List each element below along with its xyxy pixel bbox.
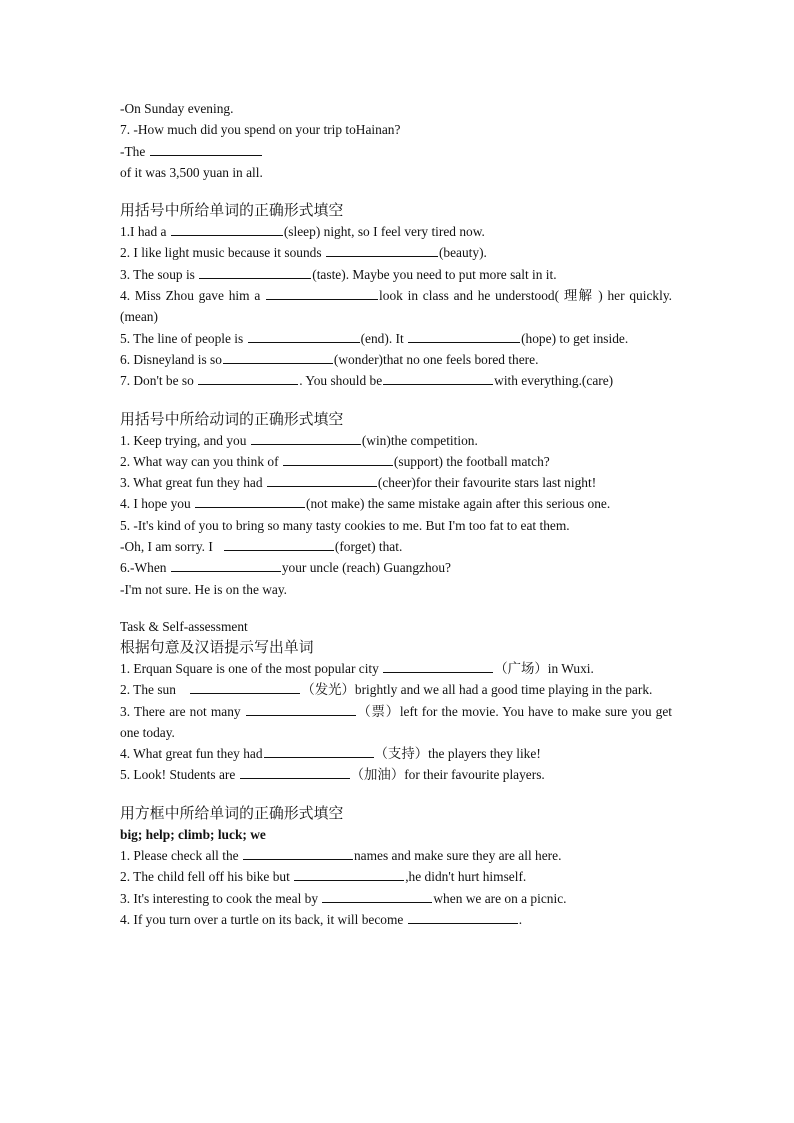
fill-blank[interactable] xyxy=(408,909,518,924)
item-text: (end). It xyxy=(360,330,404,346)
list-item xyxy=(120,557,672,578)
fill-blank[interactable] xyxy=(195,493,305,508)
worksheet-page xyxy=(120,98,672,930)
list-item xyxy=(120,909,672,930)
item-text: when we are on a picnic. xyxy=(433,890,567,906)
answer-7-prefix: -The xyxy=(120,143,146,159)
item-text: 5. -It's kind of you to bring so many tasty cookies to me. But I'm too fat to eat them. xyxy=(120,517,570,533)
item-text: (forget) that. xyxy=(334,539,403,555)
list-item xyxy=(120,679,672,700)
fill-blank[interactable] xyxy=(251,430,361,445)
item-text: （加油）for their favourite players. xyxy=(350,767,545,783)
fill-blank[interactable] xyxy=(243,845,353,860)
item-text: names and make sure they are all here. xyxy=(353,848,562,864)
item-text: 5. The line of people is xyxy=(120,330,244,346)
item-text: 2. The sun xyxy=(120,682,176,698)
list-item xyxy=(120,579,672,600)
item-text: (beauty). xyxy=(438,245,487,261)
fill-blank[interactable] xyxy=(248,328,360,343)
item-text: 6. Disneyland is so xyxy=(120,351,222,367)
list-item xyxy=(120,764,672,785)
list-item xyxy=(120,370,672,391)
item-text: 2. What way can you think of xyxy=(120,453,279,469)
item-text: （票）left for the movie. You have to make sure you get one today. xyxy=(120,703,672,740)
item-text: your uncle (reach) Guangzhou? xyxy=(281,560,452,576)
answer-7 xyxy=(120,141,672,162)
fill-blank[interactable] xyxy=(266,285,378,300)
fill-blank[interactable] xyxy=(283,451,393,466)
list-item xyxy=(120,888,672,909)
answer-7-continued: of it was 3,500 yuan in all. xyxy=(120,164,263,180)
item-text: 1. Please check all the xyxy=(120,848,239,864)
section-1-heading: 用括号中所给单词的正确形式填空 xyxy=(120,202,344,220)
item-text: 1. Erquan Square is one of the most popular city xyxy=(120,660,379,676)
item-text: 1.I had a xyxy=(120,224,167,240)
section-2-heading: 用括号中所给动词的正确形式填空 xyxy=(120,410,344,428)
fill-blank[interactable] xyxy=(199,264,311,279)
item-text: (wonder)that no one feels bored there. xyxy=(333,351,539,367)
item-text: 4. I hope you xyxy=(120,496,191,512)
item-text: 3. The soup is xyxy=(120,266,195,282)
item-text: 1. Keep trying, and you xyxy=(120,432,247,448)
list-item xyxy=(120,264,672,285)
answer-line: -On Sunday evening. xyxy=(120,101,234,116)
list-item xyxy=(120,743,672,764)
list-item xyxy=(120,845,672,866)
fill-blank[interactable] xyxy=(240,764,350,779)
word-box: big; help; climb; luck; we xyxy=(120,826,266,842)
item-text: 6.-When xyxy=(120,560,167,576)
question-7: 7. -How much did you spend on your trip toHainan? xyxy=(120,122,401,138)
item-text: (not make) the same mistake again after this serious one. xyxy=(306,496,611,512)
section-3-heading: 根据句意及汉语提示写出单词 xyxy=(120,638,314,656)
item-text: 4. If you turn over a turtle on its back, it will become xyxy=(120,911,404,927)
item-text: 4. Miss Zhou gave him a xyxy=(120,288,261,304)
item-text: 2. The child fell off his bike but xyxy=(120,869,290,885)
fill-blank[interactable] xyxy=(264,743,374,758)
fill-blank[interactable] xyxy=(198,370,298,385)
item-text: -Oh, I am sorry. I xyxy=(120,539,213,555)
list-item xyxy=(120,658,672,679)
item-text: 3. There are not many xyxy=(120,703,241,719)
item-text: （支持）the players they like! xyxy=(374,746,541,762)
item-text: . xyxy=(518,911,523,927)
item-text: (hope) to get inside. xyxy=(521,330,629,346)
item-text: look in class and he understood( 理解 ) her quickly.(mean) xyxy=(120,288,672,325)
fill-blank[interactable] xyxy=(383,370,493,385)
item-text: (sleep) night, so I feel very tired now. xyxy=(283,224,485,240)
fill-blank[interactable] xyxy=(190,679,300,694)
item-text: 7. Don't be so xyxy=(120,373,194,389)
item-text: -I'm not sure. He is on the way. xyxy=(120,581,288,597)
item-text: with everything.(care) xyxy=(494,373,614,389)
item-text: (win)the competition. xyxy=(361,432,478,448)
task-title: Task & Self-assessment xyxy=(120,618,248,634)
list-item xyxy=(120,701,672,744)
item-text: 4. What great fun they had xyxy=(120,746,263,762)
list-item xyxy=(120,451,672,472)
item-text: （广场）in Wuxi. xyxy=(494,660,594,676)
item-text: 5. Look! Students are xyxy=(120,767,236,783)
item-text: 2. I like light music because it sounds xyxy=(120,245,322,261)
list-item xyxy=(120,242,672,263)
item-text: . You should be xyxy=(299,373,383,389)
list-item xyxy=(120,285,672,328)
fill-blank[interactable] xyxy=(408,328,520,343)
list-item xyxy=(120,328,672,349)
section-4-heading: 用方框中所给单词的正确形式填空 xyxy=(120,804,344,822)
fill-blank[interactable] xyxy=(326,242,438,257)
item-text: (taste). Maybe you need to put more salt in it. xyxy=(312,266,557,282)
fill-blank[interactable] xyxy=(246,701,356,716)
list-item xyxy=(120,515,672,536)
fill-blank[interactable] xyxy=(267,472,377,487)
item-text: (support) the football match? xyxy=(393,453,550,469)
list-item xyxy=(120,536,672,557)
fill-blank[interactable] xyxy=(383,658,493,673)
list-item xyxy=(120,349,672,370)
fill-blank[interactable] xyxy=(224,536,334,551)
answer-7-blank[interactable] xyxy=(150,141,262,156)
list-item xyxy=(120,430,672,451)
fill-blank[interactable] xyxy=(294,866,404,881)
item-text: 3. It's interesting to cook the meal by xyxy=(120,890,319,906)
list-item xyxy=(120,493,672,514)
list-item xyxy=(120,221,672,242)
list-item xyxy=(120,866,672,887)
item-text: (cheer)for their favourite stars last night! xyxy=(377,475,597,491)
fill-blank[interactable] xyxy=(171,221,283,236)
item-text: ,he didn't hurt himself. xyxy=(405,869,527,885)
item-text: 3. What great fun they had xyxy=(120,475,263,491)
fill-blank[interactable] xyxy=(322,888,432,903)
fill-blank[interactable] xyxy=(223,349,333,364)
item-text: （发光）brightly and we all had a good time playing in the park. xyxy=(301,682,653,698)
fill-blank[interactable] xyxy=(171,557,281,572)
list-item xyxy=(120,472,672,493)
